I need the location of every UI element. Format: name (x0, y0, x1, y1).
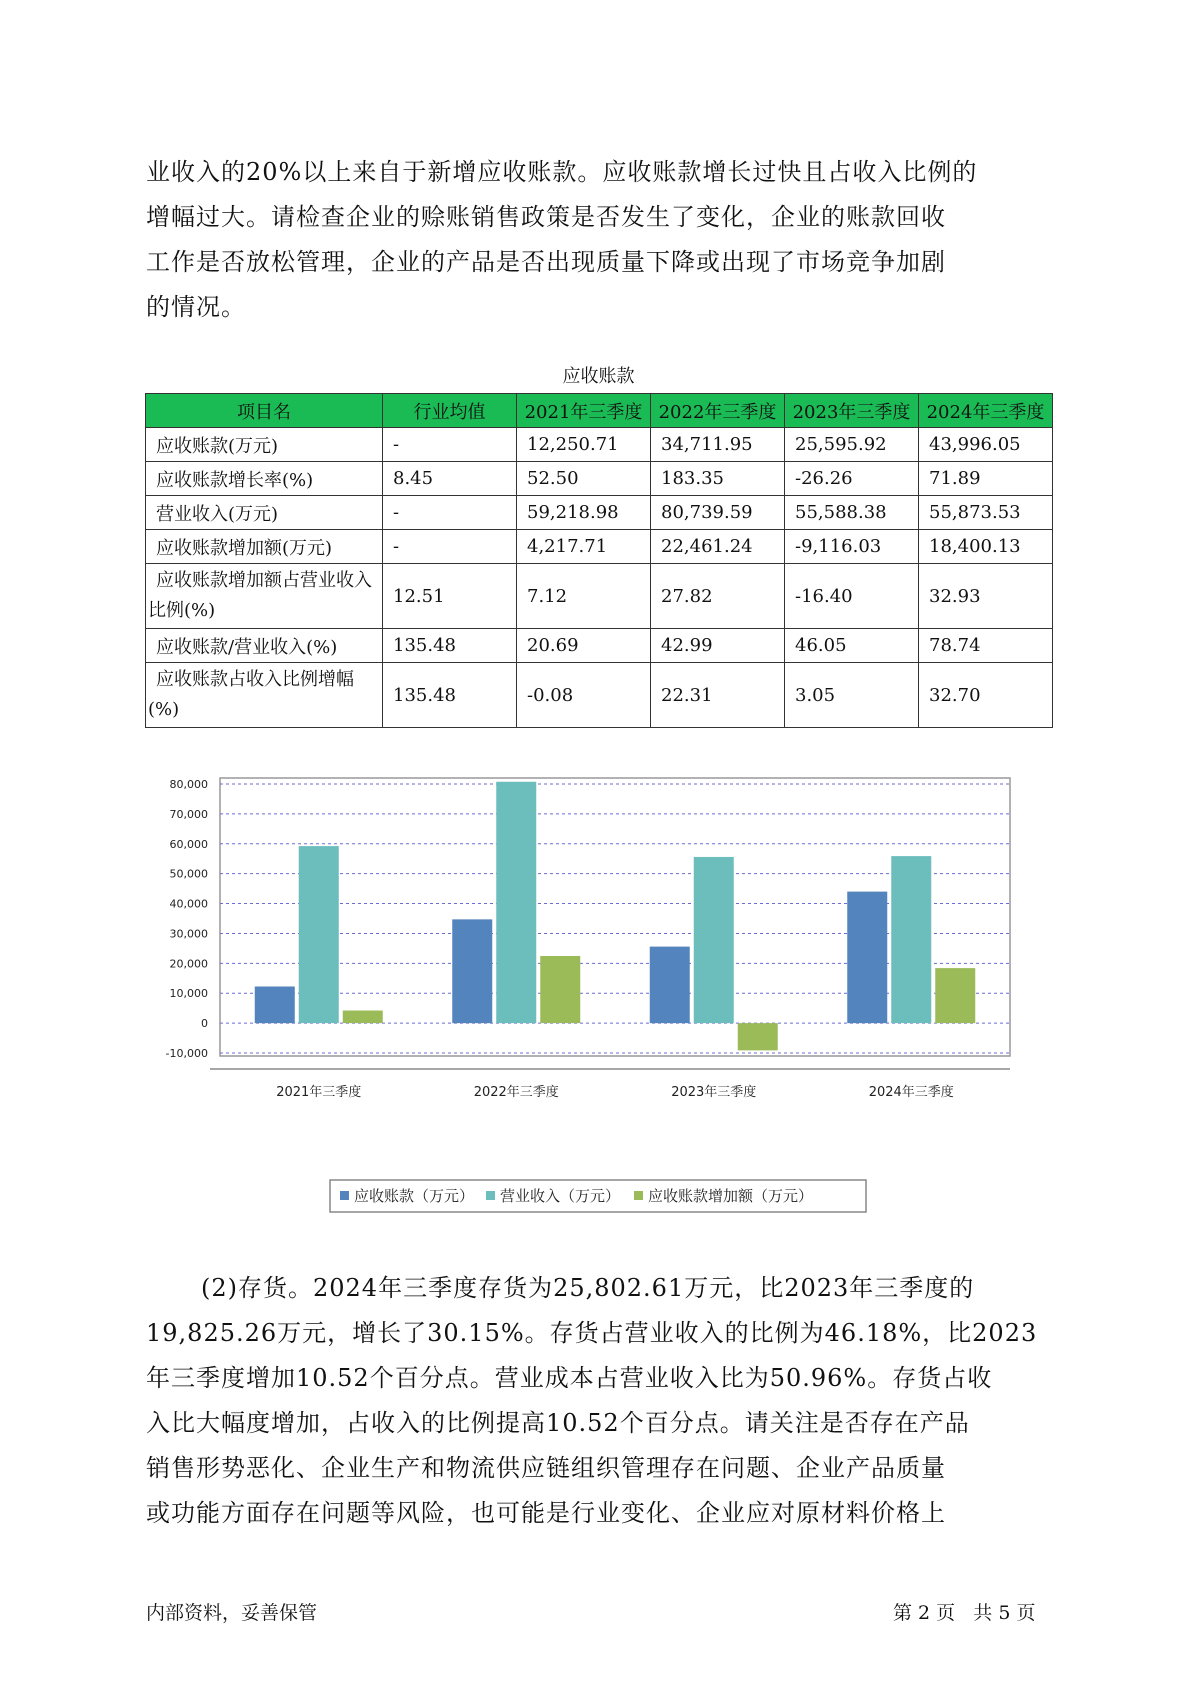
paragraph-line: 销售形势恶化、企业生产和物流供应链组织管理存在问题、企业产品质量 (146, 1454, 946, 1482)
table-cell: - (383, 496, 517, 530)
table-cell: - (383, 428, 517, 462)
bar-series-2-2024年三季度 (935, 968, 975, 1023)
table-header-row (146, 394, 1053, 428)
x-tick-label: 2023年三季度 (671, 1085, 757, 1100)
table-cell: 78.74 (919, 629, 1053, 663)
bar-series-0-2024年三季度 (847, 892, 887, 1024)
table-cell: - (383, 530, 517, 564)
table-row (146, 564, 1053, 629)
legend-swatch (486, 1191, 495, 1200)
table-cell: 12,250.71 (517, 428, 651, 462)
table-row (146, 530, 1053, 564)
paragraph-inventory (146, 1266, 1051, 1536)
legend-label: 应收账款增加额（万元） (648, 1187, 814, 1205)
table-cell: 34,711.95 (651, 428, 785, 462)
y-tick-label: 30,000 (169, 927, 208, 941)
x-tick-label: 2024年三季度 (868, 1085, 954, 1100)
bar-series-0-2023年三季度 (650, 947, 690, 1024)
table-cell: 52.50 (517, 462, 651, 496)
table-cell: 42.99 (651, 629, 785, 663)
legend-swatch (634, 1191, 643, 1200)
table-cell: 32.93 (919, 564, 1053, 629)
table-cell: 55,873.53 (919, 496, 1053, 530)
table-cell: -26.26 (785, 462, 919, 496)
bar-series-2-2023年三季度 (738, 1023, 778, 1050)
table-cell: 32.70 (919, 663, 1053, 728)
paragraph-intro (146, 150, 1051, 330)
bar-series-1-2024年三季度 (891, 856, 931, 1023)
table-cell: 71.89 (919, 462, 1053, 496)
table-cell: 应收账款增加额(万元) (146, 530, 383, 564)
header-cell: 2023年三季度 (785, 394, 919, 428)
paragraph-line: 入比大幅度增加，占收入的比例提高10.52个百分点。请关注是否存在产品 (146, 1409, 970, 1437)
table-cell: 135.48 (383, 663, 517, 728)
footer-page-number: 第 2 页 共 5 页 (893, 1602, 1036, 1624)
table-cell: 应收账款/营业收入(%) (146, 629, 383, 663)
table-cell: 应收账款(万元) (146, 428, 383, 462)
bar-series-1-2023年三季度 (694, 857, 734, 1023)
table-cell: 3.05 (785, 663, 919, 728)
table-cell: 135.48 (383, 629, 517, 663)
table-cell: 27.82 (651, 564, 785, 629)
header-cell: 行业均值 (383, 394, 517, 428)
y-tick-label: 10,000 (169, 987, 208, 1001)
header-cell: 2022年三季度 (651, 394, 785, 428)
legend-swatch (340, 1191, 349, 1200)
paragraph-line: 的情况。 (146, 293, 246, 321)
x-tick-label: 2021年三季度 (276, 1085, 362, 1100)
table-cell: 22,461.24 (651, 530, 785, 564)
table-cell: -0.08 (517, 663, 651, 728)
table-cell: -9,116.03 (785, 530, 919, 564)
chart-legend (330, 1180, 866, 1212)
table-cell: 8.45 (383, 462, 517, 496)
table-cell: 应收账款增加额占营业收入比例(%) (146, 564, 383, 629)
y-tick-label: 40,000 (169, 897, 208, 911)
paragraph-line: 业收入的20%以上来自于新增应收账款。应收账款增长过快且占收入比例的 (146, 158, 978, 186)
footer-confidential-note: 内部资料，妥善保管 (146, 1602, 318, 1624)
table-cell: 55,588.38 (785, 496, 919, 530)
y-tick-label: 20,000 (169, 957, 208, 971)
table-cell: 7.12 (517, 564, 651, 629)
table-cell: 营业收入(万元) (146, 496, 383, 530)
table-cell: 12.51 (383, 564, 517, 629)
y-tick-label: 70,000 (169, 807, 208, 821)
table-row (146, 663, 1053, 728)
y-tick-label: 60,000 (169, 837, 208, 851)
table-row (146, 428, 1053, 462)
header-cell: 2021年三季度 (517, 394, 651, 428)
table-row (146, 629, 1053, 663)
table-cell: 80,739.59 (651, 496, 785, 530)
table-cell: 25,595.92 (785, 428, 919, 462)
paragraph-line: (2)存货。2024年三季度存货为25,802.61万元，比2023年三季度的 (201, 1274, 975, 1302)
table-row (146, 462, 1053, 496)
table-cell: 18,400.13 (919, 530, 1053, 564)
receivables-bar-chart (165, 770, 1030, 1230)
bar-series-1-2021年三季度 (299, 846, 339, 1023)
paragraph-line: 19,825.26万元，增长了30.15%。存货占营业收入的比例为46.18%，比2023 (146, 1319, 1038, 1347)
table-cell: -16.40 (785, 564, 919, 629)
table-cell: 59,218.98 (517, 496, 651, 530)
table-cell: 4,217.71 (517, 530, 651, 564)
y-tick-label: 50,000 (169, 867, 208, 881)
table-cell: 20.69 (517, 629, 651, 663)
chart-x-axis (276, 1084, 954, 1100)
y-tick-label: 80,000 (169, 777, 208, 791)
table-title: 应收账款 (562, 366, 635, 387)
legend-label: 应收账款（万元） (354, 1187, 475, 1205)
y-tick-label: -10,000 (165, 1047, 208, 1061)
header-cell: 2024年三季度 (919, 394, 1053, 428)
table-cell: 22.31 (651, 663, 785, 728)
legend-label: 营业收入（万元） (500, 1187, 621, 1205)
x-tick-label: 2022年三季度 (473, 1085, 559, 1100)
bar-series-2-2022年三季度 (540, 956, 580, 1023)
bar-series-0-2022年三季度 (452, 919, 492, 1023)
paragraph-line: 工作是否放松管理，企业的产品是否出现质量下降或出现了市场竞争加剧 (146, 248, 946, 276)
table-cell: 43,996.05 (919, 428, 1053, 462)
table-cell: 应收账款增长率(%) (146, 462, 383, 496)
paragraph-line: 年三季度增加10.52个百分点。营业成本占营业收入比为50.96%。存货占收 (146, 1364, 993, 1392)
table-row (146, 496, 1053, 530)
y-tick-label: 0 (201, 1017, 208, 1031)
table-cell: 183.35 (651, 462, 785, 496)
bar-series-1-2022年三季度 (496, 782, 536, 1023)
table-cell: 46.05 (785, 629, 919, 663)
bar-series-2-2021年三季度 (343, 1011, 383, 1024)
bar-series-0-2021年三季度 (255, 986, 295, 1023)
receivables-table (145, 393, 1053, 728)
paragraph-line: 或功能方面存在问题等风险，也可能是行业变化、企业应对原材料价格上 (146, 1499, 946, 1527)
paragraph-line: 增幅过大。请检查企业的赊账销售政策是否发生了变化，企业的账款回收 (146, 203, 946, 231)
table-cell: 应收账款占收入比例增幅(%) (146, 663, 383, 728)
header-cell: 项目名 (146, 394, 383, 428)
